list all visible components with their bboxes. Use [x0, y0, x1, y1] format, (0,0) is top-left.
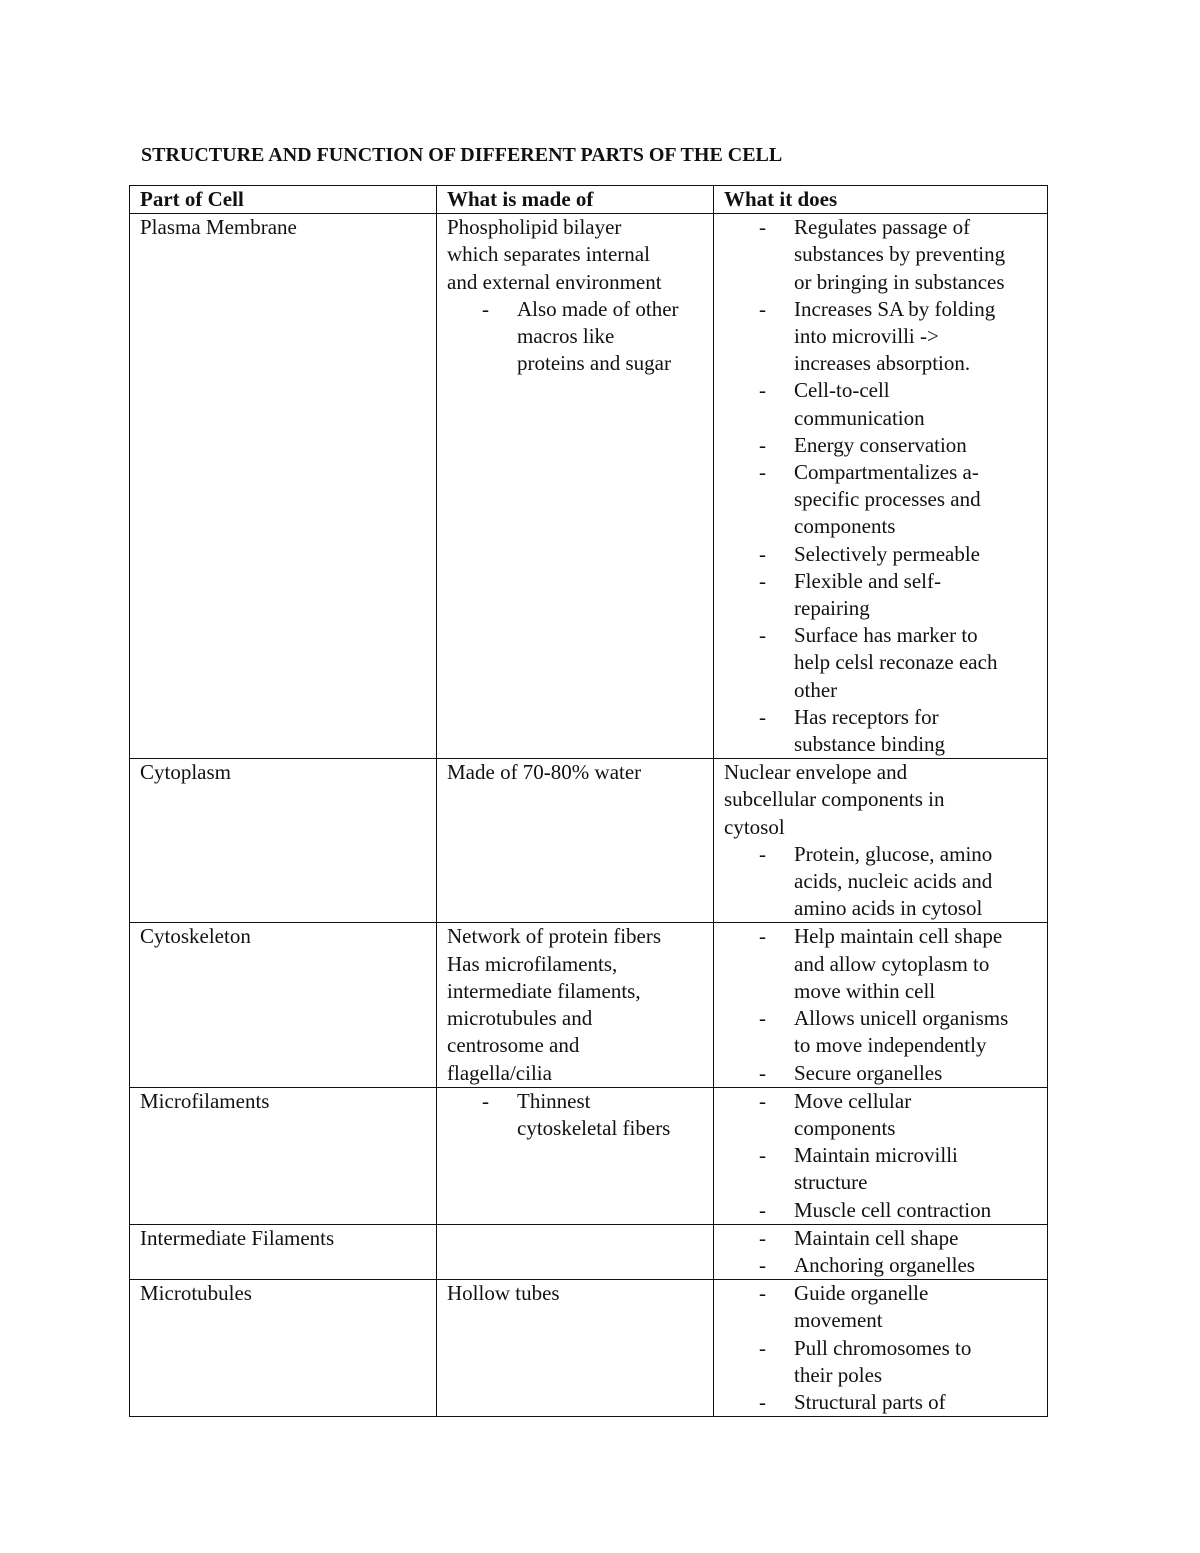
list-item-line: Has receptors for [794, 704, 939, 729]
list-item-line: Pull chromosomes to [794, 1335, 972, 1360]
dash-list [724, 1225, 1039, 1279]
dash-bullet: - [759, 1335, 766, 1360]
dash-bullet: - [759, 623, 766, 648]
cell-function [714, 923, 1048, 1087]
table-row [130, 923, 1048, 1087]
text-line: Hollow tubes [447, 1281, 560, 1306]
list-item-line: Regulates passage of [794, 215, 971, 240]
list-item-line: move within cell [794, 978, 936, 1003]
list-item [724, 214, 1039, 296]
list-item-line: Protein, glucose, amino [794, 841, 993, 866]
dash-list [724, 214, 1039, 758]
text-line: Made of 70-80% water [447, 760, 642, 785]
list-item-line: Energy conservation [794, 432, 967, 457]
list-item-line: Increases SA by folding [794, 296, 996, 321]
list-item-line: Structural parts of [794, 1389, 946, 1414]
list-item [724, 1225, 1039, 1252]
dash-bullet: - [759, 1389, 766, 1414]
dash-list [447, 296, 705, 378]
header-part-of-cell: Part of Cell [130, 186, 437, 214]
text-line: subcellular components in [724, 787, 945, 812]
cell-function [714, 214, 1048, 759]
text-line: cytosol [724, 814, 785, 839]
dash-bullet: - [759, 432, 766, 457]
list-item [724, 1389, 1039, 1416]
list-item-line: Flexible and self- [794, 568, 941, 593]
list-item-line: Cell-to-cell [794, 378, 890, 403]
list-item-line: or bringing in substances [794, 269, 1005, 294]
dash-bullet: - [759, 1252, 766, 1277]
list-item [447, 1088, 705, 1142]
list-item-line: Thinnest [517, 1088, 591, 1113]
text-line: Phospholipid bilayer [447, 215, 622, 240]
list-item-line: help celsl reconaze each [794, 650, 998, 675]
list-item-line: amino acids in cytosol [794, 896, 983, 921]
cell-made-of [437, 1087, 714, 1224]
dash-list [724, 1088, 1039, 1224]
list-item [724, 923, 1039, 1005]
dash-list [724, 841, 1039, 923]
dash-bullet: - [759, 1281, 766, 1306]
list-item-line: Guide organelle [794, 1281, 929, 1306]
list-item [724, 541, 1039, 568]
list-item [724, 1280, 1039, 1334]
list-item [724, 432, 1039, 459]
dash-bullet: - [759, 1143, 766, 1168]
list-item-line: components [794, 514, 896, 539]
dash-list [447, 1088, 705, 1142]
dash-bullet: - [759, 296, 766, 321]
dash-bullet: - [482, 296, 489, 321]
list-item [724, 1252, 1039, 1279]
table-row [130, 1224, 1048, 1279]
dash-bullet: - [759, 378, 766, 403]
dash-bullet: - [759, 1197, 766, 1222]
dash-list [724, 1280, 1039, 1416]
list-item-line: Secure organelles [794, 1060, 943, 1085]
list-item-line: Anchoring organelles [794, 1252, 975, 1277]
list-item-line: to move independently [794, 1033, 987, 1058]
text-line: and external environment [447, 269, 662, 294]
cell-part-name: Intermediate Filaments [130, 1224, 437, 1279]
cell-part-name: Cytoplasm [130, 759, 437, 923]
list-item-line: Maintain cell shape [794, 1225, 959, 1250]
cell-part-name: Cytoskeleton [130, 923, 437, 1087]
list-item-line: acids, nucleic acids and [794, 869, 993, 894]
list-item [724, 1005, 1039, 1059]
dash-bullet: - [759, 568, 766, 593]
list-item-line: macros like [517, 324, 615, 349]
cell-made-of [437, 923, 714, 1087]
header-what-is-made-of: What is made of [437, 186, 714, 214]
list-item [447, 296, 705, 378]
dash-bullet: - [759, 924, 766, 949]
cell-text [447, 923, 705, 1086]
table-row [130, 759, 1048, 923]
dash-bullet: - [759, 460, 766, 485]
dash-bullet: - [759, 1060, 766, 1085]
cell-function [714, 1280, 1048, 1417]
cell-part-name: Microtubules [130, 1280, 437, 1417]
list-item-line: specific processes and [794, 487, 981, 512]
list-item-line: Also made of other [517, 296, 679, 321]
list-item-line: Selectively permeable [794, 541, 980, 566]
text-line: flagella/cilia [447, 1060, 552, 1085]
cell-made-of [437, 1280, 714, 1417]
table-row [130, 1087, 1048, 1224]
dash-list [724, 923, 1039, 1086]
dash-bullet: - [759, 1225, 766, 1250]
list-item [724, 1197, 1039, 1224]
list-item-line: substance binding [794, 732, 946, 757]
dash-bullet: - [759, 841, 766, 866]
text-line: which separates internal [447, 242, 650, 267]
list-item-line: Muscle cell contraction [794, 1197, 992, 1222]
list-item-line: Compartmentalizes a- [794, 460, 979, 485]
list-item-line: cytoskeletal fibers [517, 1115, 671, 1140]
table-body [130, 214, 1048, 1417]
list-item-line: repairing [794, 596, 870, 621]
list-item [724, 1142, 1039, 1196]
list-item [724, 1060, 1039, 1087]
list-item [724, 459, 1039, 541]
cell-made-of [437, 759, 714, 923]
dash-bullet: - [759, 1006, 766, 1031]
list-item-line: Maintain microvilli [794, 1143, 958, 1168]
table-header-row [130, 186, 1048, 214]
list-item-line: structure [794, 1170, 868, 1195]
list-item [724, 568, 1039, 622]
list-item-line: proteins and sugar [517, 351, 671, 376]
list-item-line: other [794, 677, 838, 702]
table-row [130, 1280, 1048, 1417]
cell-text [724, 759, 1039, 841]
dash-bullet: - [759, 541, 766, 566]
page-title: STRUCTURE AND FUNCTION OF DIFFERENT PARTS OF THE CELL [141, 144, 783, 166]
header-what-it-does: What it does [714, 186, 1048, 214]
text-line: microtubules and [447, 1006, 593, 1031]
list-item [724, 1088, 1039, 1142]
text-line: Nuclear envelope and [724, 760, 908, 785]
list-item-line: movement [794, 1308, 883, 1333]
cell-text [447, 759, 705, 786]
list-item [724, 841, 1039, 923]
list-item-line: components [794, 1115, 896, 1140]
table-row [130, 214, 1048, 759]
cell-made-of [437, 214, 714, 759]
text-line: centrosome and [447, 1033, 580, 1058]
dash-bullet: - [759, 215, 766, 240]
dash-bullet: - [482, 1088, 489, 1113]
list-item [724, 1335, 1039, 1389]
text-line: Network of protein fibers [447, 924, 662, 949]
cell-part-name: Plasma Membrane [130, 214, 437, 759]
list-item-line: their poles [794, 1362, 883, 1387]
list-item-line: Surface has marker to [794, 623, 978, 648]
list-item-line: into microvilli -> [794, 324, 939, 349]
cell-parts-table [129, 185, 1048, 1417]
dash-bullet: - [759, 704, 766, 729]
cell-part-name: Microfilaments [130, 1087, 437, 1224]
list-item-line: Move cellular [794, 1088, 912, 1113]
text-line: Has microfilaments, [447, 951, 618, 976]
text-line: intermediate filaments, [447, 978, 641, 1003]
cell-function [714, 759, 1048, 923]
cell-text [447, 214, 705, 296]
list-item [724, 622, 1039, 704]
cell-function [714, 1224, 1048, 1279]
list-item-line: communication [794, 405, 925, 430]
list-item-line: Help maintain cell shape [794, 924, 1003, 949]
list-item-line: and allow cytoplasm to [794, 951, 990, 976]
dash-bullet: - [759, 1088, 766, 1113]
list-item-line: Allows unicell organisms [794, 1006, 1009, 1031]
cell-made-of [437, 1224, 714, 1279]
cell-text [447, 1280, 705, 1307]
list-item [724, 296, 1039, 378]
list-item-line: substances by preventing [794, 242, 1006, 267]
list-item [724, 704, 1039, 758]
cell-function [714, 1087, 1048, 1224]
list-item [724, 377, 1039, 431]
list-item-line: increases absorption. [794, 351, 971, 376]
